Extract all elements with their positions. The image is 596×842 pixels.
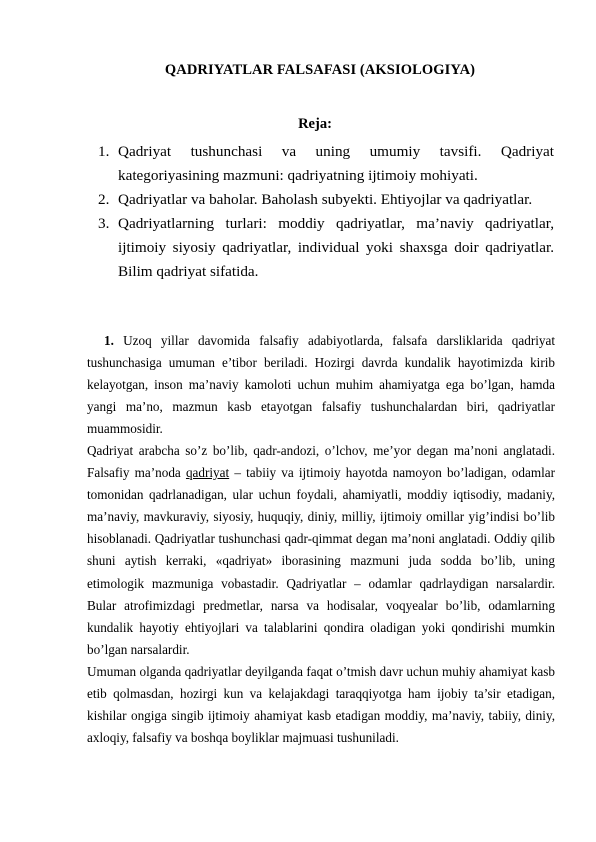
paragraph-3	[87, 661, 555, 749]
paragraph-3-text: Umuman olganda qadriyatlar deyilganda faqat o’tmish davr uchun muhiy ahamiyat kasb etib qolmasdan, hozirgi kun va kelajakdagi taraqqiyotga ham ijobiy ta’sir etadigan, kishilar ongiga singib ijtimoiy ahamiyat kasb etadigan moddiy, ma’naviy, tabiiy, diniy, axloqiy, falsafiy va boshqa boyliklar majmuasi tushuniladi.	[87, 663, 555, 745]
document-title: QADRIYATLAR FALSAFASI (AKSIOLOGIYA)	[164, 62, 476, 78]
plan-item-number: 3.	[98, 215, 110, 232]
paragraph-2-text-start: Qadriyat arabcha so’z bo’lib, qadr-andozi, o’lchov, me’yor degan ma’noni anglatadi. Falsafiy ma’noda	[87, 443, 555, 481]
plan-item-text: Qadriyatlarning turlari: moddiy qadriyatlar, ma’naviy qadriyatlar, ijtimoiy siyosiy qadriyatlar, individual yoki shaxsga doir qadriyatlar. Bilim qadriyat sifatida.	[118, 215, 554, 280]
paragraph-number: 1.	[104, 333, 114, 348]
plan-item-1	[98, 140, 554, 188]
paragraph-2	[87, 440, 555, 660]
plan-item-number: 2.	[98, 191, 110, 208]
body-text	[87, 330, 555, 749]
plan-item-text: Qadriyat tushunchasi va uning umumiy tavsifi. Qadriyat kategoriyasining mazmuni: qadriyatning ijtimoiy mohiyati.	[118, 143, 554, 184]
paragraph-1-text: Uzoq yillar davomida falsafiy adabiyotlarda, falsafa darsliklarida qadriyat tushunchasiga umuman e’tibor beriladi. Hozirgi davrda kundalik hayotimizda kirib kelayotgan, inson ma’naviy kamoloti uchun muhim ahamiyatga ega bo’lgan, hamda yangi ma’no, mazmun kasb etayotgan falsafiy tushunchalardan biri, qadriyatlar muammosidir.	[87, 333, 555, 437]
paragraph-1	[87, 330, 555, 440]
plan-item-text: Qadriyatlar va baholar. Baholash subyekti. Ehtiyojlar va qadriyatlar.	[118, 191, 533, 208]
paragraph-2-text-end: – tabiiy va ijtimoiy hayotda namoyon bo’ladigan, odamlar tomonidan qadrlanadigan, ular uchun foydali, ahamiyatli, moddiy iqtisodiy, madaniy, ma’naviy, mavkuraviy, siyosiy, huquqiy, diniy, milliy, ijtimoiy omillar yig’indisi bo’lib hisoblanadi. Qadriyatlar tushunchasi qadr-qimmat degan ma’noni anglatadi. Oddiy qilib shuni aytish kerraki, «qadriyat» iborasining mazmuni juda sodda bo’lib, uning etimologik mazmuniga vobastadir. Qadriyatlar – odamlar qadrlaydigan narsalardir. Bular atrofimizdagi predmetlar, narsa va hodisalar, voqyealar bo’lib, odamlarning kundalik hayotiy ehtiyojlari va talablarini qondira oladigan yoki qondirishi mumkin bo’lgan narsalardir.	[87, 465, 556, 657]
plan-heading: Reja:	[298, 116, 332, 132]
plan-item-2	[98, 188, 554, 212]
plan-list	[98, 140, 554, 284]
plan-item-number: 1.	[98, 143, 110, 160]
underlined-term: qadriyat	[185, 465, 230, 481]
plan-item-3	[98, 212, 554, 284]
